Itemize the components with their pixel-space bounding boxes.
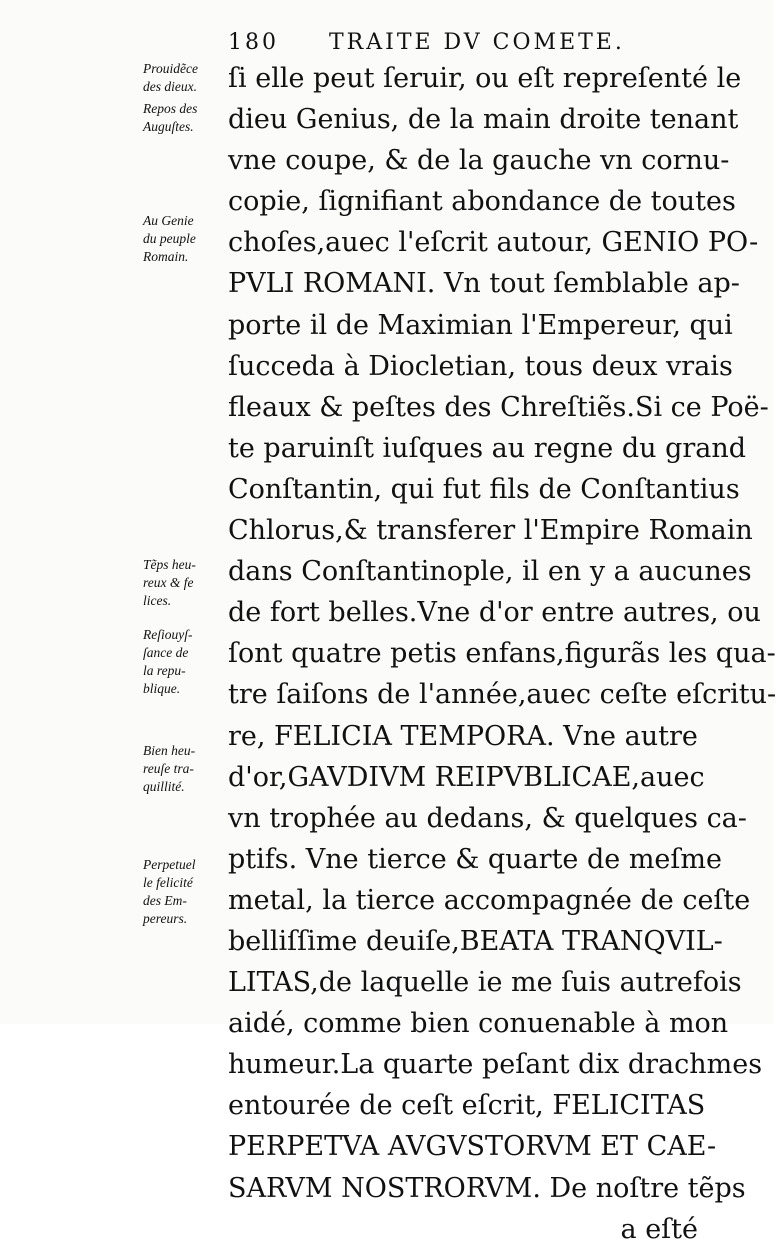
- text-line: Conſtantin, qui fut fils de Conſtantius: [228, 473, 740, 505]
- main-text-block: [228, 58, 776, 1250]
- text-line: belliſſime deuiſe,BEATA TRANQVIL-: [228, 925, 723, 957]
- margin-note-line: Repos des: [143, 101, 198, 116]
- margin-note-line: le felicité: [143, 875, 193, 890]
- text-line: ſi elle peut ſeruir, ou eſt repreſenté le: [228, 63, 742, 94]
- page-number: 180: [228, 30, 279, 55]
- margin-note-line: Auguſtes.: [143, 119, 194, 134]
- margin-note-line: Au Genie: [143, 213, 194, 228]
- text-line: Chlorus,& transferer l'Empire Romain: [228, 515, 753, 547]
- text-line: metal, la tierce accompagnée de ceſte: [228, 884, 751, 916]
- text-line: d'or,GAVDIVM REIPVBLICAE,auec: [228, 761, 705, 793]
- catchword-line: a eſté: [620, 1213, 698, 1245]
- margin-note-felicite: [143, 856, 227, 928]
- text-line: porte il de Maximian l'Empereur, qui: [228, 309, 733, 341]
- margin-note-line: ſance de: [143, 645, 189, 660]
- margin-note-resiouyssance: [143, 626, 227, 698]
- margin-note-line: lices.: [143, 593, 172, 608]
- text-line: dans Conſtantinople, il en y a aucunes: [228, 556, 752, 588]
- margin-note-line: Bien heu-: [143, 743, 196, 758]
- margin-note-line: des Em-: [143, 893, 187, 908]
- margin-note-line: des dieux.: [143, 79, 197, 94]
- text-line: SARVM NOSTRORVM. De noſtre tẽps: [228, 1172, 746, 1204]
- text-line: vn trophée au dedans, & quelques ca-: [228, 802, 747, 834]
- text-line: PVLI ROMANI. Vn tout ſemblable ap-: [228, 268, 740, 300]
- margin-note-line: Tẽps heu-: [143, 557, 196, 572]
- margin-note-genie: [143, 212, 227, 266]
- margin-note-line: du peuple: [143, 231, 196, 246]
- running-title: TRAITE DV COMETE.: [329, 30, 625, 55]
- text-line: ptifs. Vne tierce & quarte de meſme: [228, 843, 722, 875]
- margin-note-line: quillité.: [143, 779, 185, 794]
- text-line: PERPETVA AVGVSTORVM ET CAE-: [228, 1131, 717, 1163]
- margin-note-line: Romain.: [143, 249, 189, 264]
- text-line: ſont quatre petis enfans,figurãs les qua-: [228, 638, 776, 670]
- text-line: aidé, comme bien conuenable à mon: [228, 1008, 729, 1040]
- margin-note-line: Reſiouyſ-: [143, 627, 193, 642]
- margin-note-line: Perpetuel: [143, 857, 196, 872]
- margin-note-line: blique.: [143, 681, 181, 696]
- text-line: de fort belles.Vne d'or entre autres, ou: [228, 597, 761, 629]
- text-line: copie, ſignifiant abondance de toutes: [228, 186, 736, 218]
- text-line: fleaux & peſtes des Chreſtiẽs.Si ce Poë-: [228, 391, 769, 423]
- text-line: entourée de ceſt eſcrit, FELICITAS: [228, 1090, 706, 1122]
- text-line: dieu Genius, de la main droite tenant: [228, 104, 739, 136]
- running-header: [228, 30, 698, 55]
- text-line: ſucceda à Diocletian, tous deux vrais: [228, 350, 733, 382]
- text-line: LITAS,de laquelle ie me ſuis autrefois: [228, 967, 742, 999]
- margin-note-line: reuſe tra-: [143, 761, 194, 776]
- text-line: vne coupe, & de la gauche vn cornu-: [228, 145, 730, 177]
- text-line: re, FELICIA TEMPORA. Vne autre: [228, 720, 698, 752]
- margin-note-line: reux & fe: [143, 575, 194, 590]
- margin-note-line: la repu-: [143, 663, 186, 678]
- margin-note-repos: [143, 100, 227, 136]
- text-line: choſes,auec l'eſcrit autour, GENIO PO-: [228, 227, 759, 259]
- margin-note-providence: [143, 60, 227, 96]
- margin-note-line: pereurs.: [143, 911, 188, 926]
- margin-note-temps: [143, 556, 227, 610]
- text-line: humeur.La quarte peſant dix drachmes: [228, 1049, 763, 1081]
- margin-note-tranquillite: [143, 742, 227, 796]
- text-line: tre ſaiſons de l'année,auec ceſte eſcritu-: [228, 679, 776, 711]
- text-line: te paruinſt iuſques au regne du grand: [228, 432, 747, 464]
- margin-note-line: Prouidẽce: [143, 61, 198, 76]
